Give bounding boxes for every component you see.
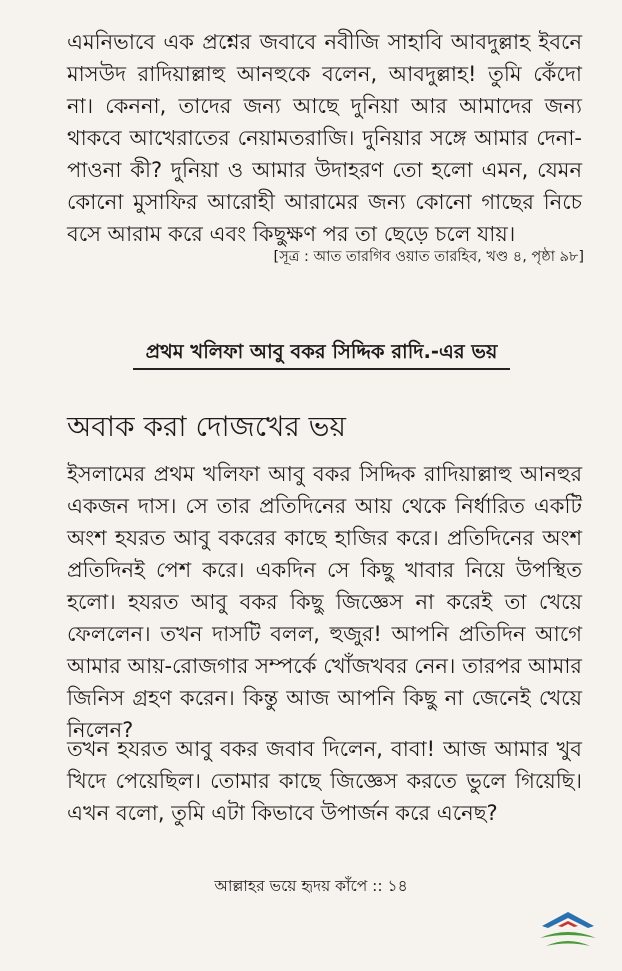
source-citation: [সূত্র : আত তারগিব ওয়াত তারহিব, খণ্ড ৪, পৃষ্ঠা ৯৮]: [273, 249, 584, 265]
paragraph-intro: এমনিভাবে এক প্রশ্নের জবাবে নবীজি সাহাবি আবদুল্লাহ ইবনে মাসউদ রাদিয়াল্লাহু আনহুকে বলেন, আবদুল্লাহ! তুমি কেঁদো না। কেননা, তাদের জন্য আছে দুনিয়া আর আমাদের জন্য থাকবে আখেরাতের নেয়ামতরাজি। দুনিয়ার সঙ্গে আমার দেনা-পাওনা কী? দুনিয়া ও আমার উদাহরণ তো হলো এমন, যেমন কোনো মুসাফির আরোহী আরামের জন্য কোনো গাছের নিচে বসে আরাম করে এবং কিছুক্ষণ পর তা ছেড়ে চলে যায়।: [67, 30, 582, 246]
paragraph-reply: তখন হযরত আবু বকর জবাব দিলেন, বাবা! আজ আমার খুব খিদে পেয়েছিল। তোমার কাছে জিজ্ঞেস করতে ভুলে গিয়েছি। এখন বলো, তুমি এটা কিভাবে উপার্জন করে এনেছ?: [67, 737, 582, 825]
chapter-title: প্রথম খলিফা আবু বকর সিদ্দিক রাদি.-এর ভয়: [145, 340, 498, 363]
page-footer: আল্লাহর ভয়ে হৃদয় কাঁপে :: ১৪: [214, 877, 408, 895]
section-heading: অবাক করা দোজখের ভয়: [67, 410, 346, 443]
publisher-logo-icon: [536, 908, 600, 954]
paragraph-story: ইসলামের প্রথম খলিফা আবু বকর সিদ্দিক রাদিয়াল্লাহু আনহুর একজন দাস। সে তার প্রতিদিনের আয় থেকে নির্ধারিত একটি অংশ হযরত আবু বকরের কাছে হাজির করে। প্রতিদিনের অংশ প্রতিদিনই পেশ করে। একদিন সে কিছু খাবার নিয়ে উপস্থিত হলো। হযরত আবু বকর কিছু জিজ্ঞেস না করেই তা খেয়ে ফেললেন। তখন দাসটি বলল, হুজুর! আপনি প্রতিদিন আগে আমার আয়-রোজগার সম্পর্কে খোঁজখবর নেন। তারপর আমার জিনিস গ্রহণ করেন। কিন্তু আজ আপনি কিছু না জেনেই খেয়ে নিলেন?: [67, 462, 582, 742]
chapter-title-underline: [133, 368, 510, 370]
